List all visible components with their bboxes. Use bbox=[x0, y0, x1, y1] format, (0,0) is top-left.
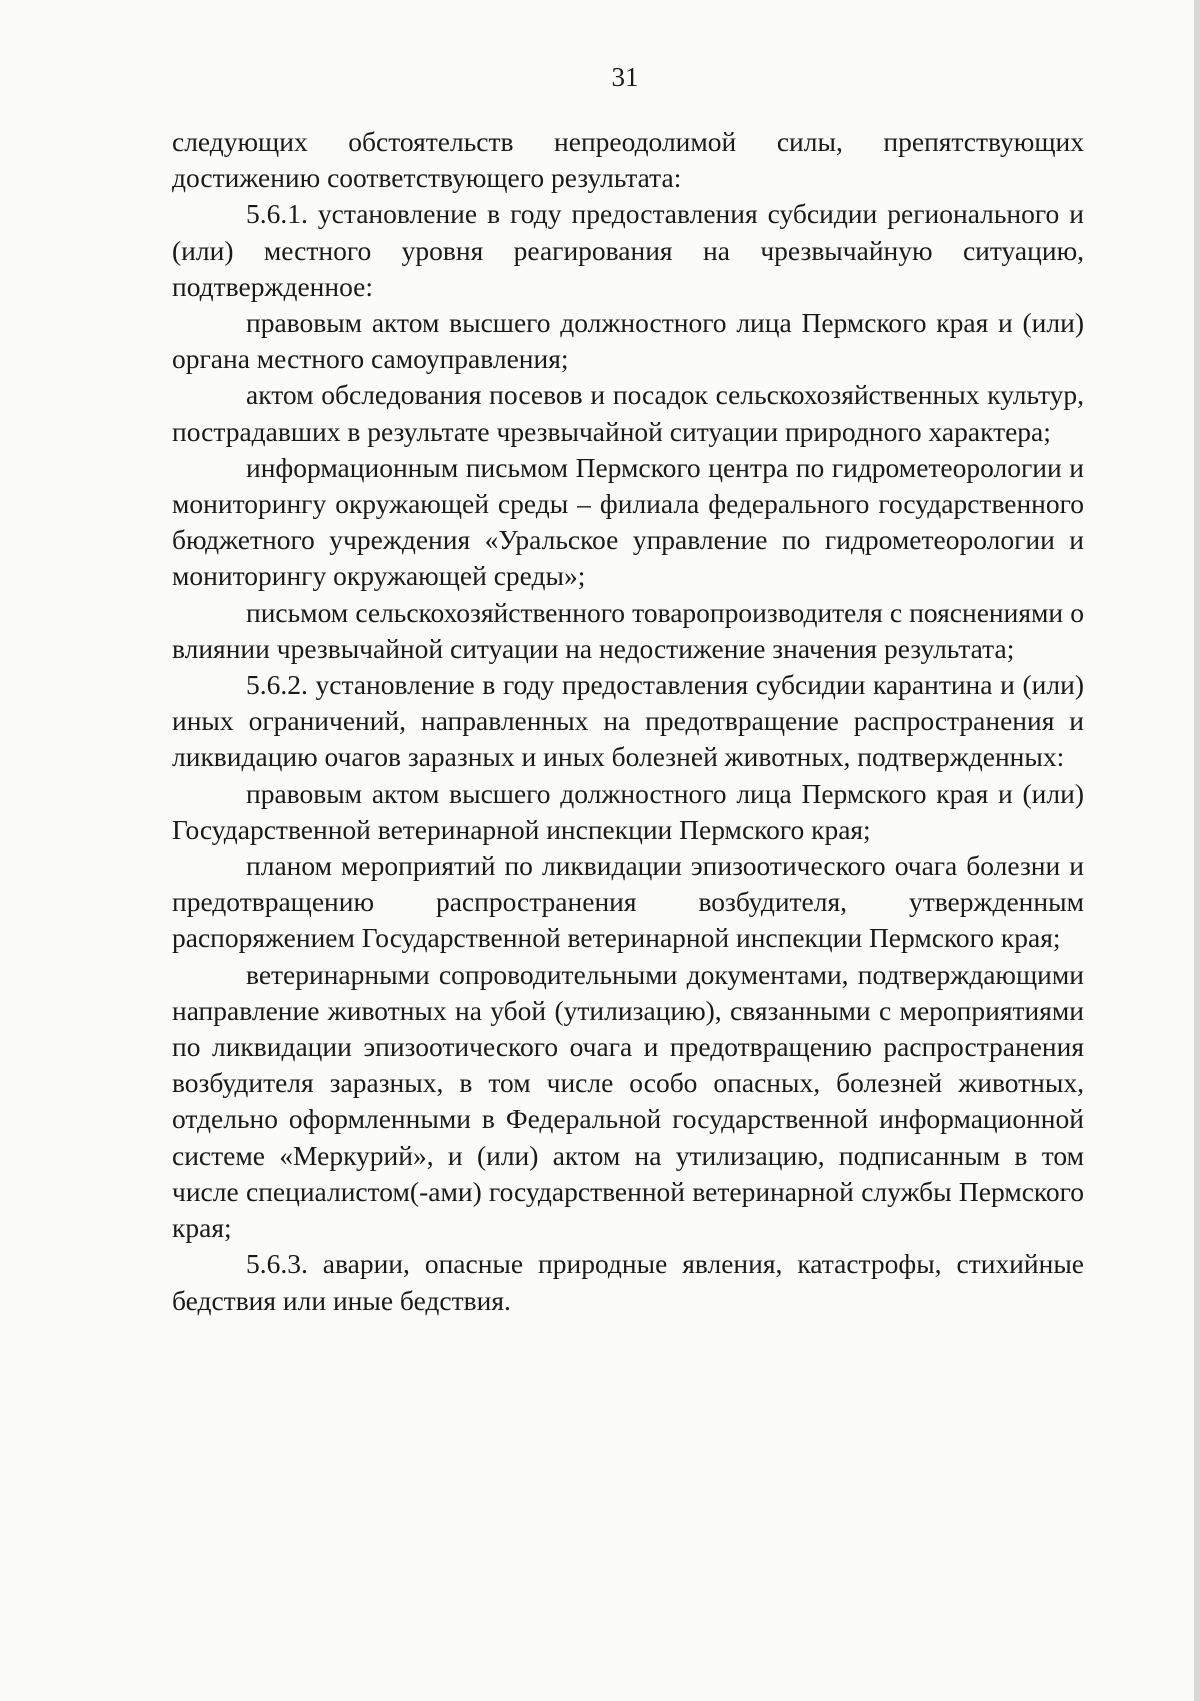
paragraph-5-6-2: 5.6.2. установление в году предоставления субсидии карантина и (или) иных ограничений, направленных на предотвращение распространения и ликвидацию очагов заразных и иных болезней животных, подтвержденных: bbox=[172, 669, 1084, 773]
paragraph-vet-documents: ветеринарными сопроводительными документами, подтверждающими направление животных на убой (утилизацию), связанными с мероприятиями по ликвидации эпизоотического очага и предотвращению распространения возбудителя заразных, в том числе особо опасных, болезней животных, отдельно оформленными в Федеральной государственной информационной системе «Меркурий», и (или) актом на утилизацию, подписанным в том числе специалистом(-ами) государственной ветеринарной службы Пермского края; bbox=[172, 958, 1084, 1244]
paragraph-producer-letter: письмом сельскохозяйственного товаропроизводителя с пояснениями о влиянии чрезвычайной ситуации на недостижение значения результата; bbox=[172, 596, 1084, 664]
paragraph-5-6-1: 5.6.1. установление в году предоставления субсидии регионального и (или) местного уровня реагирования на чрезвычайную ситуацию, подтвержденное: bbox=[172, 198, 1084, 302]
paragraph-epizootic-plan: планом мероприятий по ликвидации эпизоотического очага болезни и предотвращению распространения возбудителя, утвержденным распоряжением Государственной ветеринарной инспекции Пермского края; bbox=[172, 850, 1084, 954]
document-body bbox=[172, 124, 1084, 1319]
paragraph-hydromet-letter: информационным письмом Пермского центра по гидрометеорологии и мониторингу окружающей среды – филиала федерального государственного бюджетного учреждения «Уральское управление по гидрометеорологии и мониторингу окружающей среды»; bbox=[172, 451, 1084, 592]
paragraph-legal-act-vet: правовым актом высшего должностного лица Пермского края и (или) Государственной ветеринарной инспекции Пермского края; bbox=[172, 777, 1084, 845]
paragraph-crop-inspection-act: актом обследования посевов и посадок сельскохозяйственных культур, пострадавших в результате чрезвычайной ситуации природного характера; bbox=[172, 379, 1084, 447]
paragraph-legal-act-official: правовым актом высшего должностного лица Пермского края и (или) органа местного самоуправления; bbox=[172, 307, 1084, 375]
page-number: 31 bbox=[611, 62, 639, 92]
paragraph-continuation: следующих обстоятельств непреодолимой силы, препятствующих достижению соответствующего результата: bbox=[172, 126, 1084, 194]
paragraph-5-6-3: 5.6.3. аварии, опасные природные явления, катастрофы, стихийные бедствия или иные бедствия. bbox=[172, 1248, 1084, 1316]
